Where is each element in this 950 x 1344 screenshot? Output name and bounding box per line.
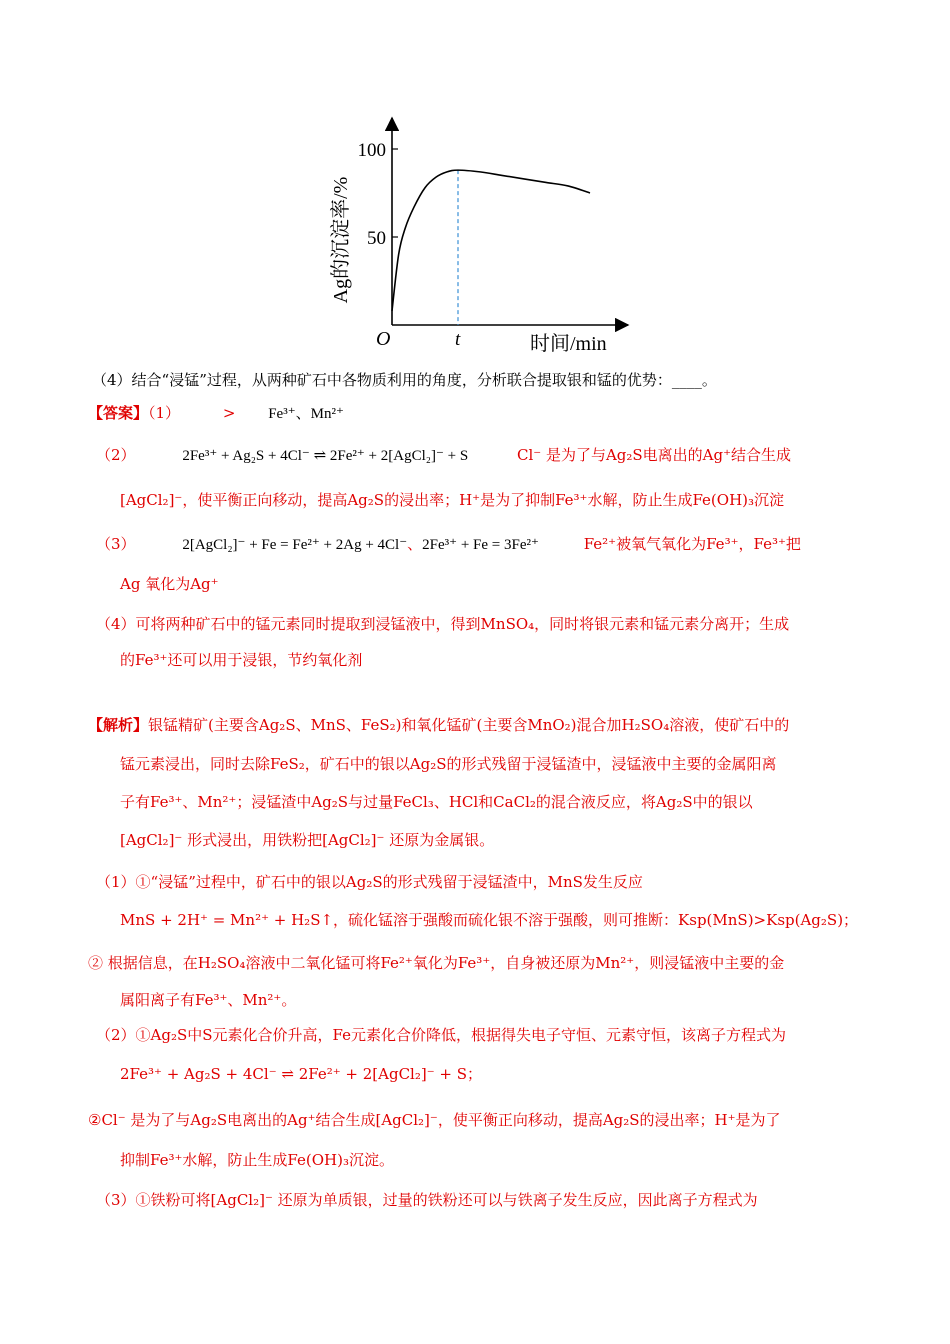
analysis-line-3: 子有Fe³⁺、Mn²⁺；浸锰渣中Ag₂S与过量FeCl₃、HCl和CaCl₂的混合液反应，将Ag₂S中的银以 — [120, 793, 753, 811]
answer-1-comparison: > — [222, 404, 236, 422]
answer-line-2 — [96, 445, 791, 466]
answer-3-number: （3） — [96, 535, 136, 553]
y-axis-label: Ag的沉淀率/% — [330, 176, 352, 304]
answer-4-text-1: （4）可将两种矿石中的锰元素同时提取到浸锰液中，得到MnSO₄，同时将银元素和锰元素分离开；生成 — [96, 615, 790, 633]
precipitation-chart — [0, 0, 950, 360]
answer-3-equation-2: 2Fe³⁺ + Fe = 3Fe²⁺ — [422, 537, 539, 553]
answer-label: 【答案】 — [88, 404, 149, 422]
question-4: （4）结合“浸锰”过程，从两种矿石中各物质利用的角度，分析联合提取银和锰的优势：____。 — [92, 371, 717, 389]
answer-2-equation: 2Fe³⁺ + Ag₂S + 4Cl⁻ ⇌ 2Fe²⁺ + 2[AgCl₂]⁻ + S — [182, 448, 469, 464]
answer-3-text-1: Fe²⁺被氧气氧化为Fe³⁺，Fe³⁺把 — [583, 535, 801, 553]
x-axis-label: 时间/min — [530, 333, 607, 355]
analysis-2-line-a: （2）①Ag₂S中S元素化合价升高，Fe元素化合价降低，根据得失电子守恒、元素守恒，该离子方程式为 — [96, 1026, 787, 1044]
answer-1-number: （1） — [148, 404, 181, 422]
analysis-1-line-a: （1）①“浸锰”过程中，矿石中的银以Ag₂S的形式残留于浸锰渣中，MnS发生反应 — [96, 873, 643, 891]
analysis-paragraph-1 — [88, 715, 789, 735]
analysis-2-line-b: 2Fe³⁺ + Ag₂S + 4Cl⁻ ⇌ 2Fe²⁺ + 2[AgCl₂]⁻ + S； — [120, 1065, 483, 1083]
analysis-2-line-d: 抑制Fe³⁺水解，防止生成Fe(OH)₃沉淀。 — [120, 1151, 394, 1169]
analysis-line-4: [AgCl₂]⁻ 形式浸出，用铁粉把[AgCl₂]⁻ 还原为金属银。 — [120, 831, 495, 849]
analysis-1-line-c: ② 根据信息，在H₂SO₄溶液中二氧化锰可将Fe²⁺氧化为Fe³⁺，自身被还原为Mn²⁺，则浸锰液中主要的金 — [88, 954, 785, 972]
t-label: t — [455, 329, 461, 350]
y-tick-label-50: 50 — [367, 228, 386, 249]
series-line-ag-precipitation — [392, 170, 590, 311]
analysis-1-line-d: 属阳离子有Fe³⁺、Mn²⁺。 — [120, 991, 297, 1009]
answer-2-number: （2） — [96, 446, 136, 464]
answer-3-equation-1: 2[AgCl₂]⁻ + Fe = Fe²⁺ + 2Ag + 4Cl⁻ — [182, 537, 408, 553]
analysis-1-line-b: MnS + 2H⁺ = Mn²⁺ + H₂S↑，硫化锰溶于强酸而硫化银不溶于强酸，则可推断：Ksp(MnS)>Ksp(Ag₂S)； — [120, 911, 859, 929]
answer-2-text-2: [AgCl₂]⁻，使平衡正向移动，提高Ag₂S的浸出率；H⁺是为了抑制Fe³⁺水解，防止生成Fe(OH)₃沉淀 — [120, 491, 785, 509]
answer-2-text-1: Cl⁻ 是为了与Ag₂S电离出的Ag⁺结合生成 — [517, 446, 792, 464]
answer-line-3 — [96, 534, 801, 555]
answer-3-text-2: Ag 氧化为Ag⁺ — [120, 575, 219, 593]
analysis-2-line-c: ②Cl⁻ 是为了与Ag₂S电离出的Ag⁺结合生成[AgCl₂]⁻，使平衡正向移动，提高Ag₂S的浸出率；H⁺是为了 — [88, 1111, 781, 1129]
answer-1-ions: Fe³⁺、Mn²⁺ — [268, 406, 344, 422]
answer-3-separator: 、 — [407, 535, 423, 553]
answer-4-text-2: 的Fe³⁺还可以用于浸银，节约氧化剂 — [120, 651, 363, 669]
analysis-line-2: 锰元素浸出，同时去除FeS₂，矿石中的银以Ag₂S的形式残留于浸锰渣中，浸锰液中主要的金属阳离 — [120, 755, 777, 773]
analysis-label: 【解析】 — [88, 716, 149, 734]
analysis-3-line-a: （3）①铁粉可将[AgCl₂]⁻ 还原为单质银，过量的铁粉还可以与铁离子发生反应，因此离子方程式为 — [96, 1191, 758, 1209]
origin-label: O — [376, 328, 391, 350]
analysis-line-1: 银锰精矿(主要含Ag₂S、MnS、FeS₂)和氧化锰矿(主要含MnO₂)混合加H₂SO₄溶液，使矿石中的 — [148, 716, 790, 734]
y-tick-label-100: 100 — [357, 140, 386, 161]
answer-line-1 — [88, 403, 344, 424]
